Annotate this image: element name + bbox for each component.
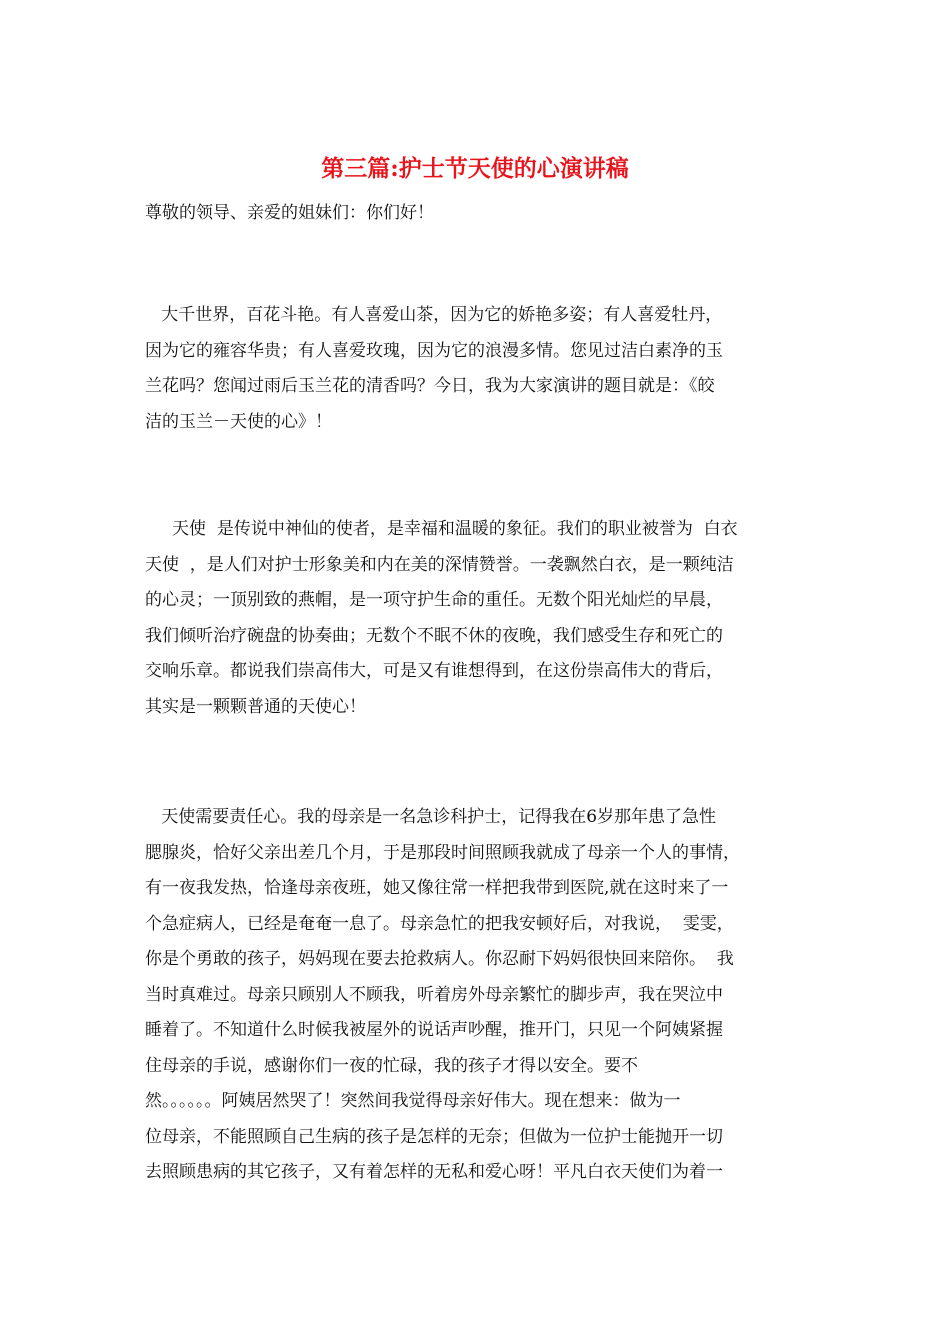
paragraph-line: 兰花吗？您闻过雨后玉兰花的清香吗？今日，我为大家演讲的题目就是：《皎 [145,376,715,396]
paragraph-line: 我们倾听治疗碗盘的协奏曲；无数个不眠不休的夜晚，我们感受生存和死亡的 [145,625,723,646]
paragraph-line: 住母亲的手说，感谢你们一夜的忙碌，我的孩子才得以安全。要不 [145,1055,638,1076]
paragraph-line: 你是个勇敢的孩子，妈妈现在要去抢救病人。你忍耐下妈妈很快回来陪你。 我 [145,949,734,969]
paragraph-line: 当时真难过。母亲只顾别人不顾我，听着房外母亲繁忙的脚步声，我在哭泣中 [145,984,723,1005]
paragraph-2 [145,512,807,725]
paragraph-3 [145,800,807,1191]
paragraph-line: 有一夜我发热，恰逢母亲夜班，她又像往常一样把我带到医院,就在这时来了一 [145,878,729,898]
paragraph-line: 腮腺炎，恰好父亲出差几个月，于是那段时间照顾我就成了母亲一个人的事情， [145,842,740,863]
salutation: 尊敬的领导、亲爱的姐妹们：你们好！ [145,203,434,223]
paragraph-line: 其实是一颗颗普通的天使心！ [145,696,366,717]
paragraph-line: 洁的玉兰－天使的心》！ [145,411,332,432]
paragraph-line: 睡着了。不知道什么时候我被屋外的说话声吵醒，推开门，只见一个阿姨紧握 [145,1020,723,1040]
paragraph-1 [145,298,807,440]
paragraph-line: 交响乐章。都说我们崇高伟大，可是又有谁想得到，在这份崇高伟大的背后， [145,661,723,681]
document-title: 第三篇:护士节天使的心演讲稿 [321,155,629,182]
paragraph-line: 因为它的雍容华贵；有人喜爱玫瑰，因为它的浪漫多情。您见过洁白素净的玉 [145,340,723,361]
paragraph-line: 天使 是传说中神仙的使者，是幸福和温暖的象征。我们的职业被誉为 白衣 [145,519,738,539]
paragraph-line: 位母亲，不能照顾自己生病的孩子是怎样的无奈；但做为一位护士能抛开一切 [145,1126,723,1147]
paragraph-line: 的心灵；一顶别致的燕帽，是一项守护生命的重任。无数个阳光灿烂的早晨， [145,590,723,610]
paragraph-line: 然。。。。。。阿姨居然哭了！突然间我觉得母亲好伟大。现在想来：做为一 [145,1091,681,1111]
paragraph-line: 天使需要责任心。我的母亲是一名急诊科护士，记得我在6岁那年患了急性 [145,807,717,827]
paragraph-line: 大千世界，百花斗艳。有人喜爱山茶，因为它的娇艳多姿；有人喜爱牡丹， [145,305,723,325]
paragraph-line: 去照顾患病的其它孩子，又有着怎样的无私和爱心呀！平凡白衣天使们为着一 [145,1162,723,1182]
paragraph-line: 个急症病人，已经是奄奄一息了。母亲急忙的把我安顿好后，对我说， 雯雯， [145,913,734,934]
paragraph-line: 天使 ，是人们对护士形象美和内在美的深情赞誉。一袭飘然白衣，是一颗纯洁 [145,554,734,575]
